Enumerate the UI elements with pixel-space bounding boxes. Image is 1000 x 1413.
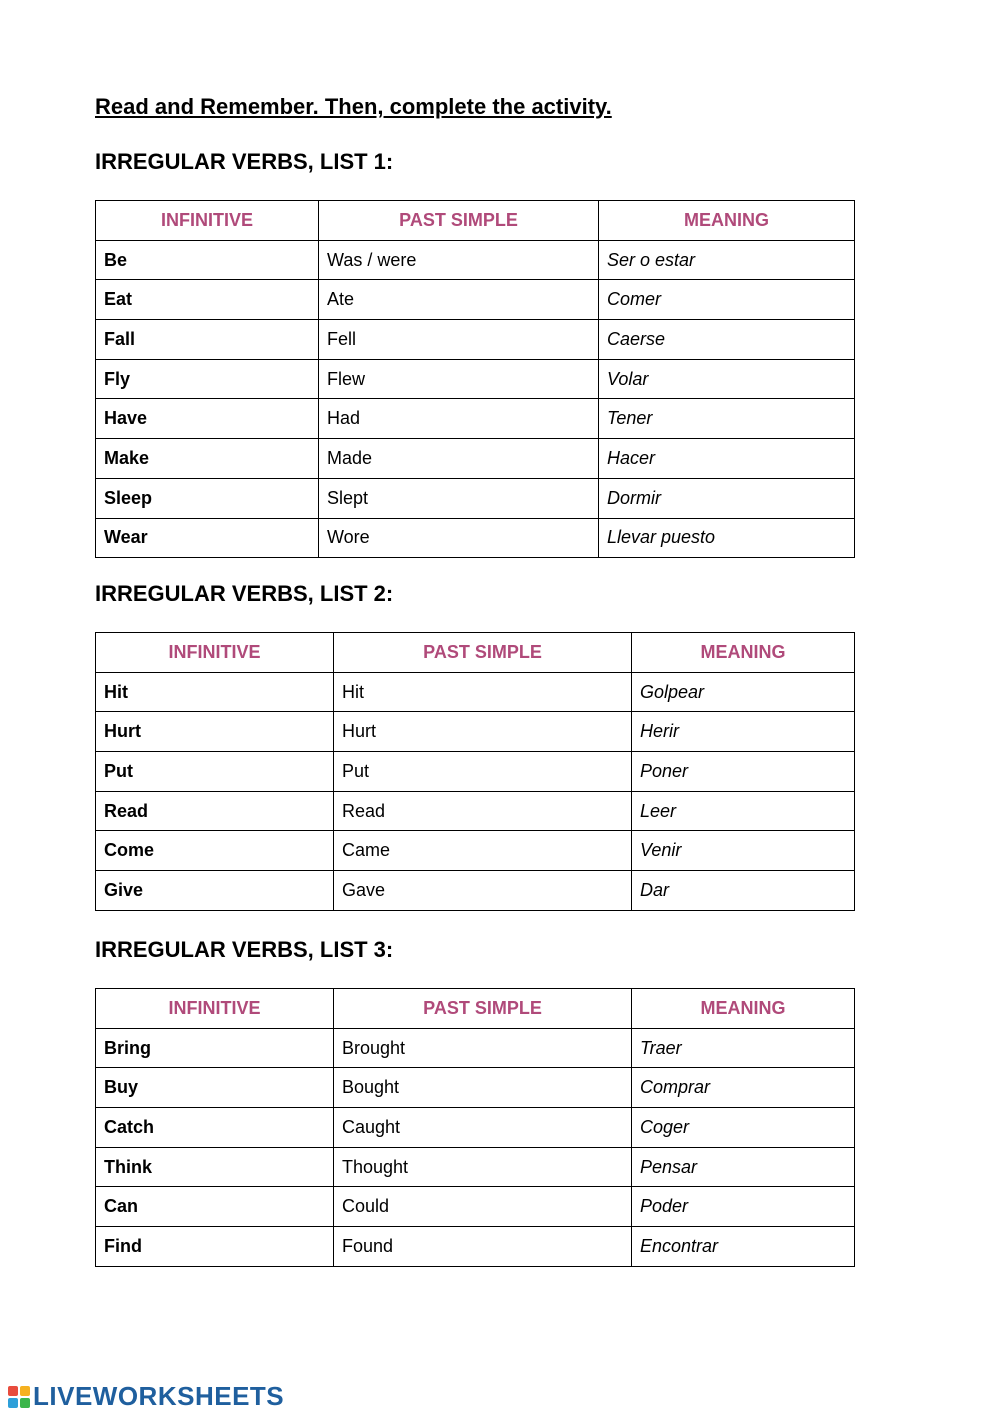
past-simple-cell: Fell — [319, 320, 599, 360]
column-header-infinitive: INFINITIVE — [96, 989, 334, 1029]
table-row — [96, 791, 855, 831]
instruction-heading: Read and Remember. Then, complete the activity. — [95, 94, 612, 119]
logo-block-yellow — [20, 1386, 30, 1396]
infinitive-cell: Eat — [96, 280, 319, 320]
table-row — [96, 320, 855, 360]
infinitive-cell: Can — [96, 1187, 334, 1227]
table-header-row — [96, 989, 855, 1029]
verbs-table-list-1 — [95, 200, 855, 558]
past-simple-cell: Read — [334, 791, 632, 831]
infinitive-cell: Put — [96, 752, 334, 792]
past-simple-cell: Hit — [334, 672, 632, 712]
column-header-infinitive: INFINITIVE — [96, 633, 334, 673]
infinitive-cell: Make — [96, 439, 319, 479]
past-simple-cell: Came — [334, 831, 632, 871]
table-row — [96, 1028, 855, 1068]
meaning-cell: Caerse — [599, 320, 855, 360]
column-header-meaning: MEANING — [599, 201, 855, 241]
column-header-infinitive: INFINITIVE — [96, 201, 319, 241]
past-simple-cell: Brought — [334, 1028, 632, 1068]
table-row — [96, 1147, 855, 1187]
meaning-cell: Dormir — [599, 478, 855, 518]
infinitive-cell: Read — [96, 791, 334, 831]
past-simple-cell: Gave — [334, 871, 632, 911]
meaning-cell: Volar — [599, 359, 855, 399]
column-header-meaning: MEANING — [632, 633, 855, 673]
meaning-cell: Ser o estar — [599, 240, 855, 280]
infinitive-cell: Catch — [96, 1108, 334, 1148]
column-header-past-simple: PAST SIMPLE — [334, 989, 632, 1029]
meaning-cell: Golpear — [632, 672, 855, 712]
table-row — [96, 831, 855, 871]
meaning-cell: Poner — [632, 752, 855, 792]
meaning-cell: Traer — [632, 1028, 855, 1068]
table-row — [96, 1068, 855, 1108]
infinitive-cell: Think — [96, 1147, 334, 1187]
meaning-cell: Leer — [632, 791, 855, 831]
infinitive-cell: Be — [96, 240, 319, 280]
table-row — [96, 240, 855, 280]
past-simple-cell: Found — [334, 1227, 632, 1267]
list-2-title: IRREGULAR VERBS, LIST 2: — [95, 581, 394, 606]
table-row — [96, 478, 855, 518]
verbs-table-list-2 — [95, 632, 855, 911]
table-row — [96, 871, 855, 911]
logo-block-red — [8, 1386, 18, 1396]
column-header-past-simple: PAST SIMPLE — [334, 633, 632, 673]
past-simple-cell: Put — [334, 752, 632, 792]
liveworksheets-logo-icon — [8, 1386, 30, 1408]
column-header-past-simple: PAST SIMPLE — [319, 201, 599, 241]
meaning-cell: Poder — [632, 1187, 855, 1227]
past-simple-cell: Made — [319, 439, 599, 479]
list-3-title: IRREGULAR VERBS, LIST 3: — [95, 937, 394, 962]
infinitive-cell: Bring — [96, 1028, 334, 1068]
past-simple-cell: Could — [334, 1187, 632, 1227]
infinitive-cell: Wear — [96, 518, 319, 558]
past-simple-cell: Was / were — [319, 240, 599, 280]
list-1-title: IRREGULAR VERBS, LIST 1: — [95, 149, 394, 174]
logo-block-green — [20, 1398, 30, 1408]
meaning-cell: Coger — [632, 1108, 855, 1148]
verbs-table-list-3 — [95, 988, 855, 1267]
past-simple-cell: Ate — [319, 280, 599, 320]
table-row — [96, 399, 855, 439]
liveworksheets-logo[interactable] — [8, 1381, 284, 1412]
past-simple-cell: Slept — [319, 478, 599, 518]
past-simple-cell: Hurt — [334, 712, 632, 752]
column-header-meaning: MEANING — [632, 989, 855, 1029]
table-row — [96, 518, 855, 558]
infinitive-cell: Fall — [96, 320, 319, 360]
meaning-cell: Tener — [599, 399, 855, 439]
infinitive-cell: Have — [96, 399, 319, 439]
infinitive-cell: Come — [96, 831, 334, 871]
table-row — [96, 359, 855, 399]
meaning-cell: Encontrar — [632, 1227, 855, 1267]
infinitive-cell: Buy — [96, 1068, 334, 1108]
past-simple-cell: Had — [319, 399, 599, 439]
table-row — [96, 439, 855, 479]
logo-text: LIVEWORKSHEETS — [33, 1381, 285, 1411]
infinitive-cell: Hit — [96, 672, 334, 712]
past-simple-cell: Flew — [319, 359, 599, 399]
infinitive-cell: Find — [96, 1227, 334, 1267]
table-header-row — [96, 201, 855, 241]
meaning-cell: Llevar puesto — [599, 518, 855, 558]
meaning-cell: Venir — [632, 831, 855, 871]
table-header-row — [96, 633, 855, 673]
logo-block-blue — [8, 1398, 18, 1408]
table-row — [96, 1187, 855, 1227]
infinitive-cell: Hurt — [96, 712, 334, 752]
infinitive-cell: Sleep — [96, 478, 319, 518]
past-simple-cell: Thought — [334, 1147, 632, 1187]
meaning-cell: Dar — [632, 871, 855, 911]
table-row — [96, 672, 855, 712]
table-row — [96, 712, 855, 752]
meaning-cell: Comer — [599, 280, 855, 320]
past-simple-cell: Wore — [319, 518, 599, 558]
table-row — [96, 280, 855, 320]
meaning-cell: Comprar — [632, 1068, 855, 1108]
past-simple-cell: Caught — [334, 1108, 632, 1148]
meaning-cell: Hacer — [599, 439, 855, 479]
meaning-cell: Pensar — [632, 1147, 855, 1187]
table-row — [96, 1108, 855, 1148]
table-row — [96, 1227, 855, 1267]
infinitive-cell: Give — [96, 871, 334, 911]
table-row — [96, 752, 855, 792]
past-simple-cell: Bought — [334, 1068, 632, 1108]
infinitive-cell: Fly — [96, 359, 319, 399]
meaning-cell: Herir — [632, 712, 855, 752]
